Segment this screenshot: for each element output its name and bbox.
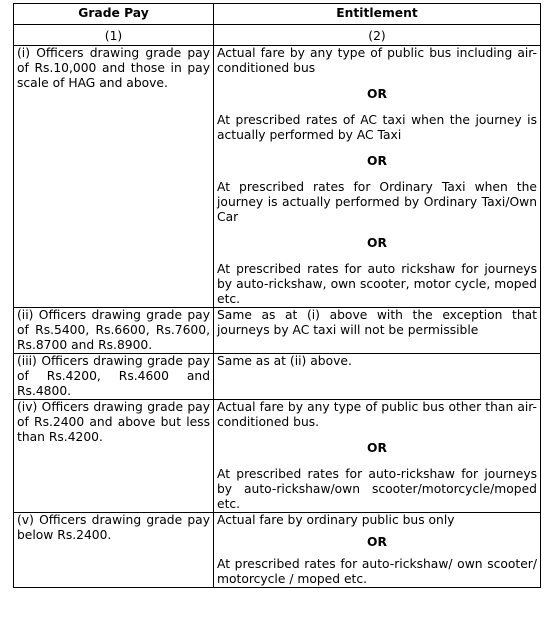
entitlement-option: At prescribed rates for Ordinary Taxi when the journey is actually performed by Ordinary Taxi/Own Car bbox=[217, 180, 537, 224]
or-separator: OR bbox=[367, 236, 387, 250]
entitlement-option: At prescribed rates for auto-rickshaw/ own scooter/ motorcycle / moped etc. bbox=[217, 557, 537, 586]
entitlement-cell bbox=[214, 400, 541, 513]
or-separator: OR bbox=[367, 535, 387, 549]
entitlement-option: At prescribed rates of AC taxi when the journey is actually performed by AC Taxi bbox=[217, 113, 537, 142]
entitlement-option: Actual fare by any type of public bus other than air-conditioned bus. bbox=[217, 400, 537, 429]
grade-pay-cell: (i) Officers drawing grade pay of Rs.10,000 and those in pay scale of HAG and above. bbox=[14, 46, 214, 308]
table-row bbox=[14, 400, 541, 513]
entitlement-option: Actual fare by any type of public bus including air-conditioned bus bbox=[217, 46, 537, 75]
or-separator: OR bbox=[367, 441, 387, 455]
grade-pay-cell: (ii) Officers drawing grade pay of Rs.5400, Rs.6600, Rs.7600, Rs.8700 and Rs.8900. bbox=[14, 308, 214, 354]
entitlement-option: At prescribed rates for auto-rickshaw for journeys by auto-rickshaw/own scooter/motorcycle/moped etc. bbox=[217, 467, 537, 511]
entitlement-option: Same as at (ii) above. bbox=[217, 354, 352, 368]
table-row bbox=[14, 513, 541, 588]
entitlement-option: Same as at (i) above with the exception that journeys by AC taxi will not be permissible bbox=[217, 308, 537, 337]
or-separator: OR bbox=[367, 87, 387, 101]
table-row bbox=[14, 46, 541, 308]
entitlement-cell bbox=[214, 308, 541, 354]
header-entitlement: Entitlement bbox=[214, 4, 541, 25]
grade-pay-cell: (v) Officers drawing grade pay below Rs.2400. bbox=[14, 513, 214, 588]
entitlement-cell bbox=[214, 46, 541, 308]
table-row bbox=[14, 354, 541, 400]
entitlement-option: At prescribed rates for auto rickshaw for journeys by auto-rickshaw, own scooter, motor cycle, moped etc. bbox=[217, 262, 537, 306]
entitlement-option: Actual fare by ordinary public bus only bbox=[217, 513, 455, 527]
column-number-row bbox=[14, 25, 541, 46]
entitlement-cell bbox=[214, 513, 541, 588]
column-number-2: (2) bbox=[214, 25, 541, 46]
or-separator: OR bbox=[367, 154, 387, 168]
entitlement-table bbox=[13, 3, 541, 588]
grade-pay-cell: (iii) Officers drawing grade pay of Rs.4200, Rs.4600 and Rs.4800. bbox=[14, 354, 214, 400]
grade-pay-cell: (iv) Officers drawing grade pay of Rs.2400 and above but less than Rs.4200. bbox=[14, 400, 214, 513]
header-row bbox=[14, 4, 541, 25]
entitlement-cell bbox=[214, 354, 541, 400]
header-grade-pay: Grade Pay bbox=[14, 4, 214, 25]
column-number-1: (1) bbox=[14, 25, 214, 46]
table-row bbox=[14, 308, 541, 354]
